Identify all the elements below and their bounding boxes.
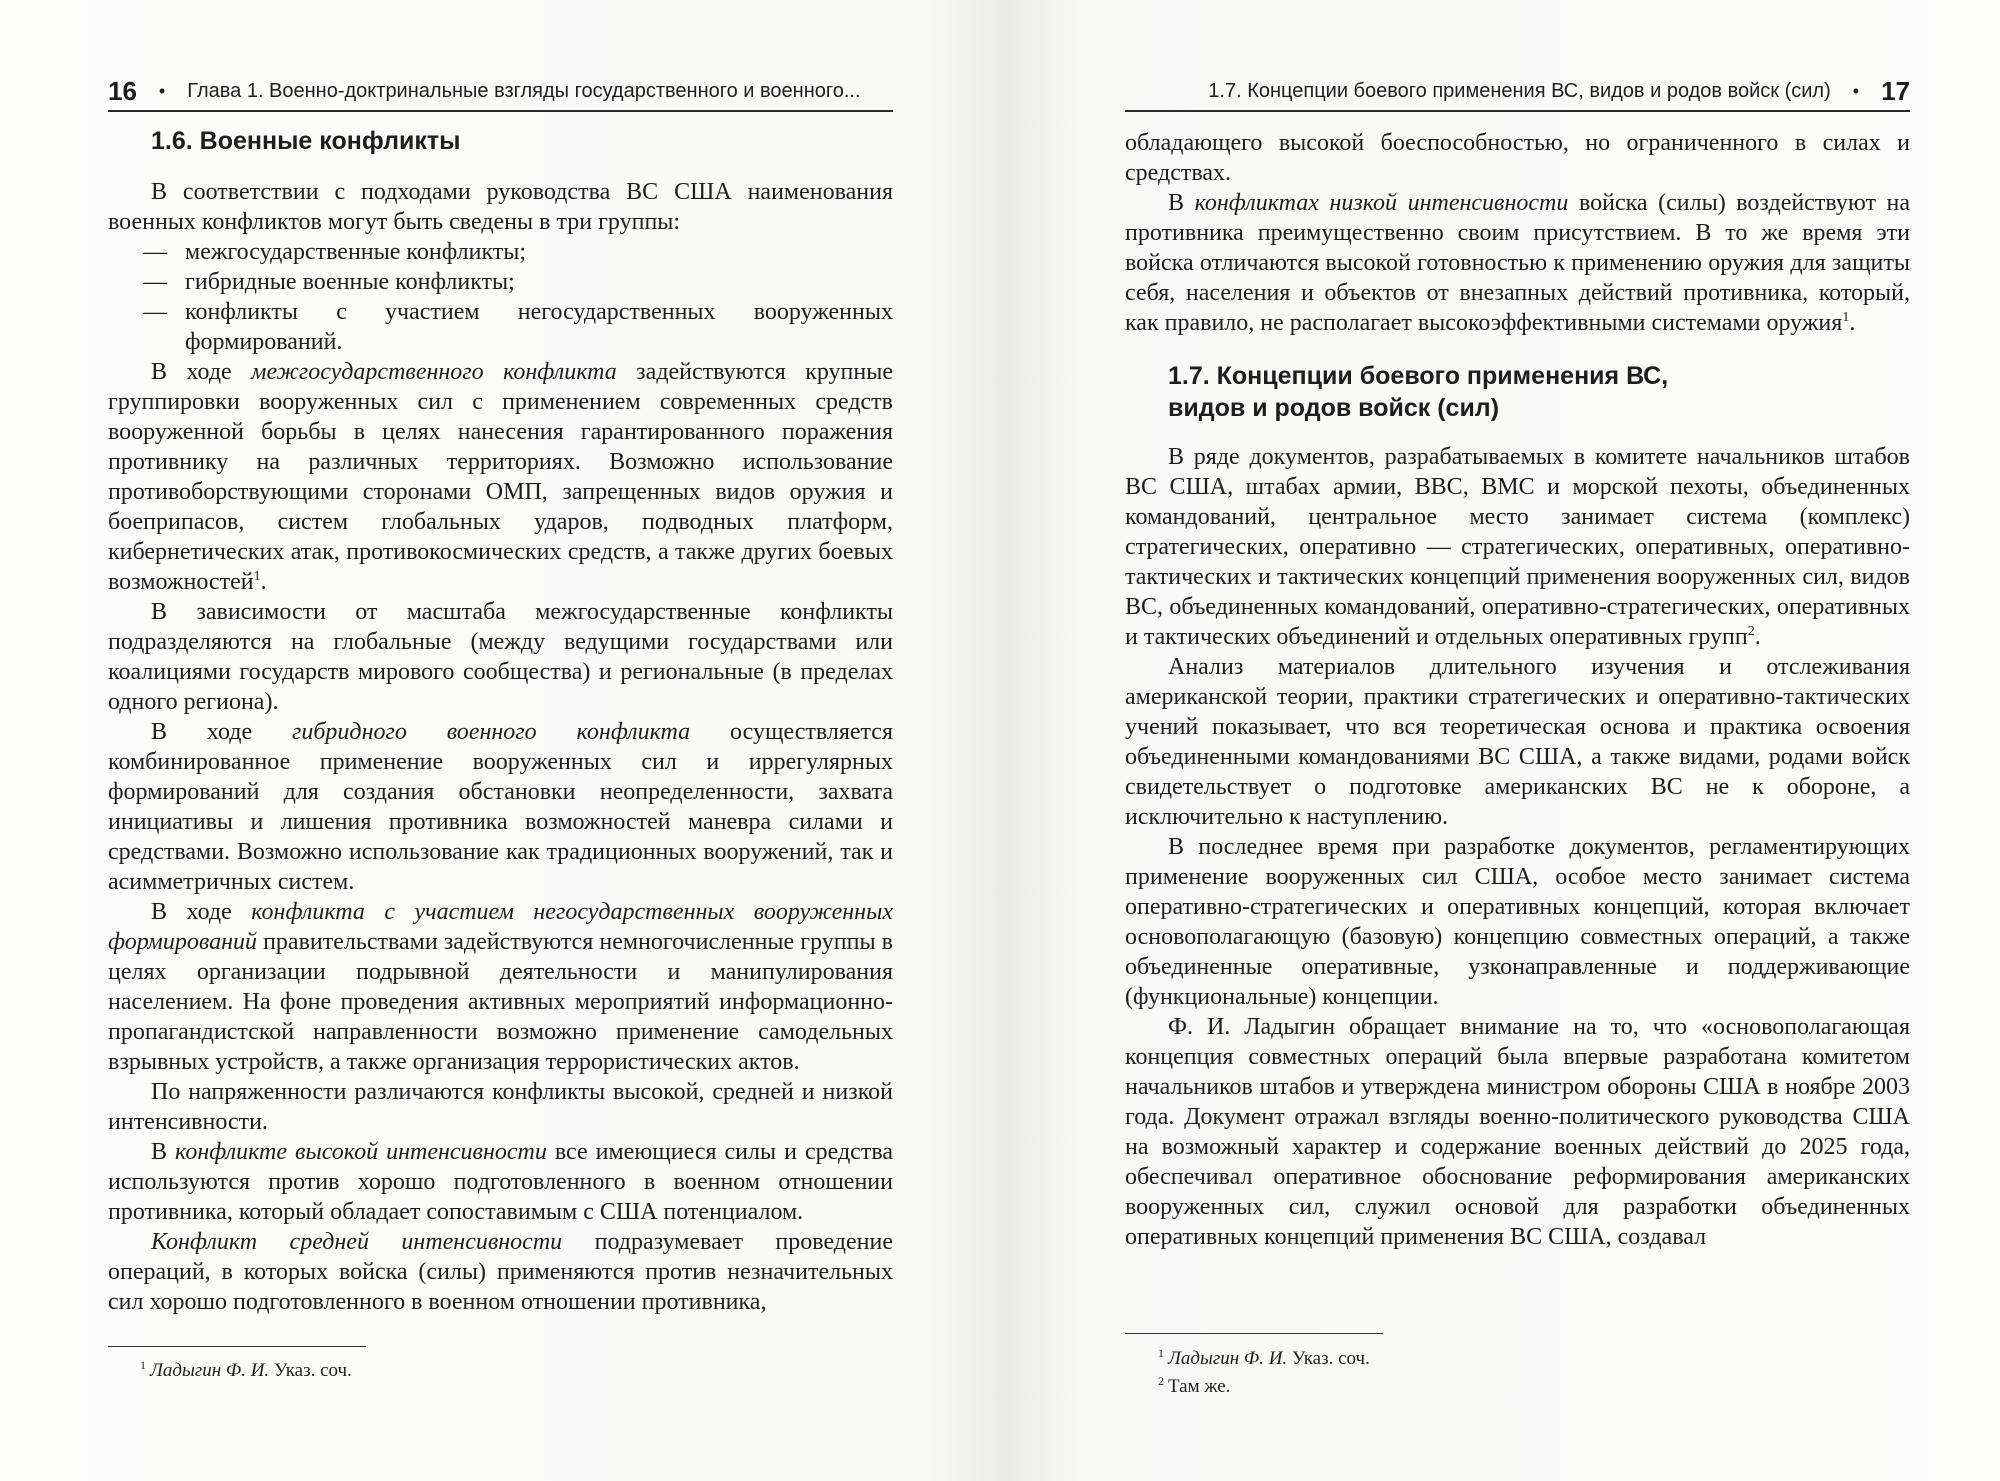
text-run: В [151, 1139, 176, 1165]
list-item-text: гибридные военные конфликты; [185, 269, 515, 295]
text-run: войска (силы) воздействуют на противника преимущественно своим присутствием. В то же время эти войска отличаются высокой готовностью к применению оружия для защиты себя, населения и объектов от внезапных действий противника, который, как правило, не располагает высокоэффективными системами оружия [1125, 190, 1911, 336]
paragraph: обладающего высокой боеспособностью, но ограниченного в силах и средствах. [1125, 130, 1910, 186]
italic-term: конфликтах низкой интенсивности [1194, 190, 1569, 216]
text-run: В ходе [151, 719, 292, 745]
running-title: Глава 1. Военно-доктринальные взгляды государственного и военного... [187, 80, 861, 102]
paragraph [108, 1227, 893, 1317]
paragraph [108, 717, 893, 897]
text-run: В [1168, 190, 1195, 216]
italic-term: гибридного военного конфликта [292, 719, 691, 745]
list-item-text: межгосударственные конфликты; [185, 239, 527, 265]
italic-term: межгосударственного конфликта [251, 359, 617, 385]
right-page-body [1125, 128, 1910, 1252]
section-title: 1.6. Военные конфликты [151, 127, 461, 155]
footnote-rule [108, 1346, 366, 1347]
right-page [1000, 0, 2000, 1481]
paragraph [108, 897, 893, 1077]
list-item [108, 267, 893, 297]
footnotes [140, 1357, 352, 1385]
footnote [140, 1357, 352, 1385]
footnote-rule [1125, 1333, 1383, 1334]
footnote-author: Ладыгин Ф. И. [1168, 1348, 1288, 1369]
list-dash: — [143, 269, 167, 295]
running-title: 1.7. Концепции боевого применения ВС, видов и родов войск (сил) [1208, 80, 1831, 102]
paragraph [108, 1137, 893, 1227]
footnote-text: Указ. соч. [269, 1360, 352, 1381]
list-item [108, 297, 893, 357]
footnotes [1158, 1345, 1370, 1401]
text-run: подразумевает проведение операций, в которых войска (силы) применяются против незначительных сил хорошо подготовленного в военном отношении противника, [108, 1229, 893, 1315]
paragraph [1125, 188, 1910, 338]
italic-term: Конфликт средней интенсивности [151, 1229, 563, 1255]
text-run: В ходе [151, 899, 252, 925]
header-bullet: • [158, 81, 166, 101]
footnote-number: 1 [140, 1358, 146, 1372]
paragraph [108, 357, 893, 597]
paragraph: В последнее время при разработке документов, регламентирующих применение вооруженных сил США, особое место занимает система оперативно-стратегических и оперативных концепций, которая включает основополагающую (базовую) концепцию совместных операций, а также объединенные оперативные, узконаправленные и поддерживающие (функциональные) концепции. [1125, 834, 1910, 1010]
paragraph: Анализ материалов длительного изучения и отслеживания американской теории, практики стратегических и оперативно-тактических учений показывает, что вся теоретическая основа и практика освоения объединенными командованиями ВС США, а также видами, родами войск свидетельствует о подготовке американских ВС не к обороне, а исключительно к наступлению. [1125, 654, 1910, 830]
page-number: 17 [1881, 76, 1910, 106]
text-run: задействуются крупные группировки вооруженных сил с применением современных средств вооруженной борьбы в целях нанесения гарантированного поражения противнику на различных территориях. Возможно использование противоборствующими сторонами ОМП, запрещенных видов оружия и боеприпасов, систем глобальных ударов, подводных платформ, кибернетических атак, противокосмических средств, а также других боевых возможностей [108, 359, 894, 595]
section-title [1125, 360, 1910, 424]
paragraph: По напряженности различаются конфликты высокой, средней и низкой интенсивности. [108, 1079, 893, 1135]
page-number: 16 [108, 76, 137, 106]
text-run: . [1754, 624, 1761, 650]
running-header [1125, 76, 1910, 112]
text-run: правительствами задействуются немногочисленные группы в целях организации подрывной деятельности и манипулирования населением. На фоне проведения активных мероприятий информационно-пропагандистской направленности возможно применение самодельных взрывных устройств, а также организация террористических актов. [108, 929, 893, 1075]
list-dash: — [143, 239, 167, 265]
footnote [1158, 1345, 1370, 1373]
footnote [1158, 1373, 1370, 1401]
text-run: . [1849, 310, 1856, 336]
footnote-number: 1 [1158, 1346, 1164, 1360]
italic-term: конфликте высокой интенсивности [175, 1139, 547, 1165]
footnote-text: Там же. [1168, 1376, 1231, 1397]
footnote-text: Указ. соч. [1287, 1348, 1370, 1369]
footnote-number: 2 [1158, 1374, 1164, 1388]
text-run: осуществляется комбинированное применение вооруженных сил и иррегулярных формирований для создания обстановки неопределенности, захвата инициативы и лишения противника возможностей маневра силами и средствами. Возможно использование как традиционных вооружений, так и асимметричных систем. [108, 719, 893, 895]
paragraph [1125, 442, 1910, 652]
section-title-line: видов и родов войск (сил) [1168, 394, 1500, 422]
footnote-author: Ладыгин Ф. И. [150, 1360, 270, 1381]
header-bullet: • [1852, 81, 1860, 101]
italic-term: конфликта с участием негосударственных вооруженных формирований [108, 899, 893, 955]
footnote-ref: 1 [253, 569, 261, 584]
running-header [108, 76, 893, 112]
section-title-line: 1.7. Концепции боевого применения ВС, [1168, 362, 1669, 390]
text-run: В ходе [151, 359, 252, 385]
left-page-body [108, 125, 893, 1317]
text-run: . [260, 569, 267, 595]
list-item-text: конфликты с участием негосударственных вооруженных формирований. [185, 299, 893, 355]
footnote-ref: 1 [1842, 310, 1850, 325]
paragraph: В зависимости от масштаба межгосударственные конфликты подразделяются на глобальные (между ведущими государствами или коалициями государств мирового сообщества) и региональные (в пределах одного региона). [108, 599, 893, 715]
footnote-ref: 2 [1747, 624, 1755, 639]
paragraph: В соответствии с подходами руководства ВС США наименования военных конфликтов могут быть сведены в три группы: [108, 179, 893, 235]
paragraph: Ф. И. Ладыгин обращает внимание на то, что «основополагающая концепция совместных операций была впервые разработана комитетом начальников штабов и утверждена министром обороны США в ноябре 2003 года. Документ отражал взгляды военно-политического руководства США на возможный характер и содержание военных действий до 2025 года, обеспечивал оперативное обоснование реформирования американских вооруженных сил, служил основой для разработки объединенных оперативных концепций применения ВС США, создавал [1125, 1014, 1910, 1250]
list-item [108, 237, 893, 267]
list-dash: — [143, 299, 167, 325]
text-run: все имеющиеся силы и средства используются против хорошо подготовленного в военном отношении противника, который обладает сопоставимым с США потенциалом. [108, 1139, 893, 1225]
text-run: В ряде документов, разрабатываемых в комитете начальников штабов ВС США, штабах армии, ВВС, ВМС и морской пехоты, объединенных командований, центральное место занимает система (комплекс) стратегических, оперативно — стратегических, оперативных, оперативно-тактических и тактических концепций применения вооруженных сил, видов ВС, объединенных командований, оперативно-стратегических, оперативных и тактических объединений и отдельных оперативных групп [1125, 444, 1910, 650]
